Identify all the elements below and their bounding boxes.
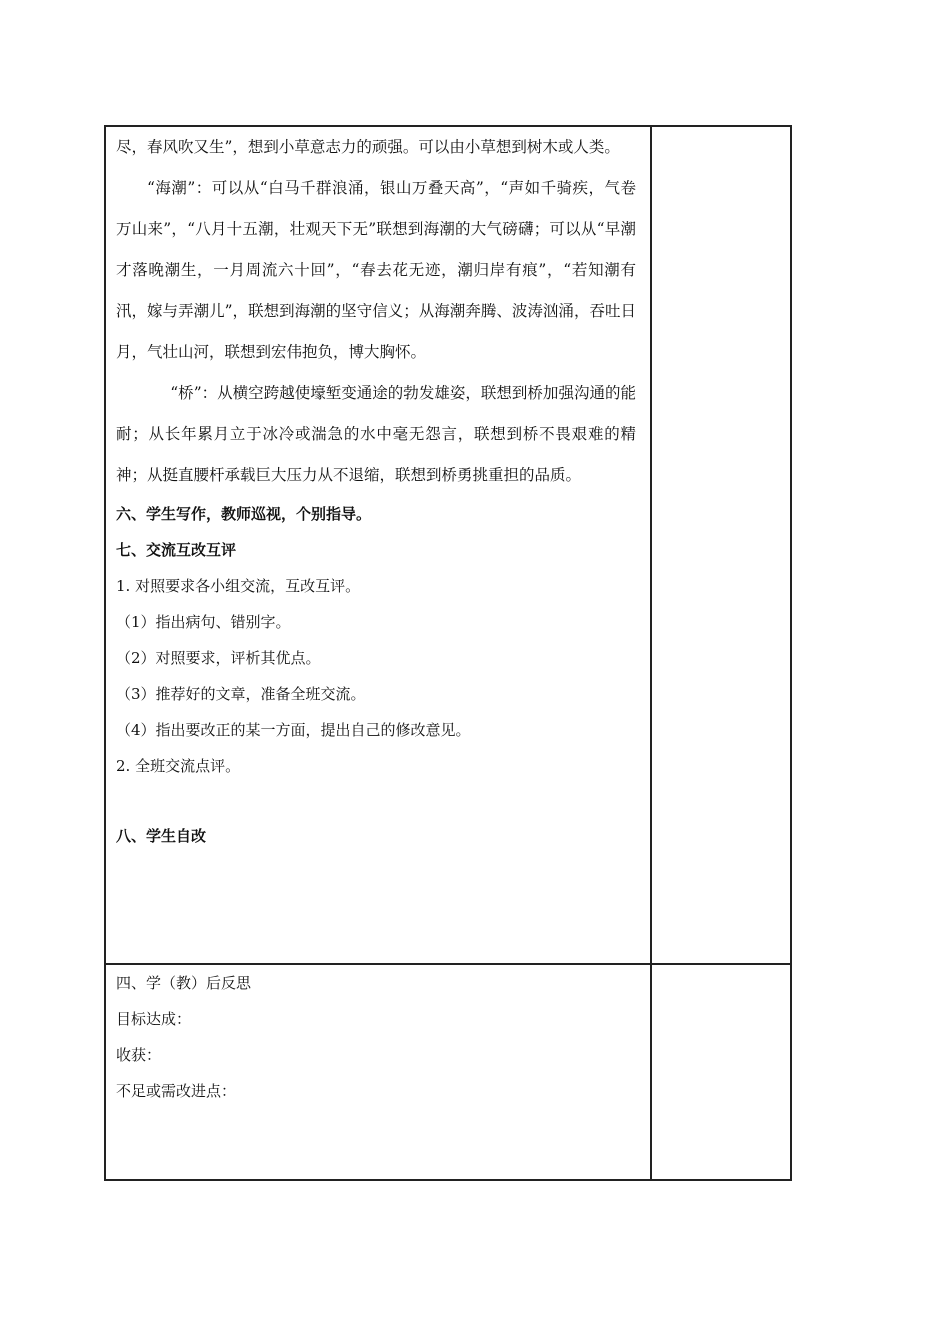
step7-item: （2）对照要求，评析其优点。 xyxy=(116,649,321,667)
lesson-plan-table xyxy=(104,125,792,1181)
reflection-content xyxy=(106,965,650,1109)
table-row xyxy=(105,126,791,964)
step7-item: （4）指出要改正的某一方面，提出自己的修改意见。 xyxy=(116,721,471,739)
improve-label: 不足或需改进点： xyxy=(116,1082,237,1100)
step7-item: 2. 全班交流点评。 xyxy=(116,757,241,775)
step8-heading: 八、学生自改 xyxy=(116,827,207,845)
step6-heading: 六、学生写作，教师巡视，个别指导。 xyxy=(116,505,372,523)
reflection-cell xyxy=(105,964,651,1180)
step7-item: 1. 对照要求各小组交流，互改互评。 xyxy=(116,577,361,595)
table-row xyxy=(105,964,791,1180)
gain-label: 收获： xyxy=(116,1046,162,1064)
step7-item: （3）推荐好的文章，准备全班交流。 xyxy=(116,685,366,703)
reflection-heading: 四、学（教）后反思 xyxy=(116,974,252,992)
side-notes-cell xyxy=(651,126,791,964)
paragraph-grass: 尽，春风吹又生”，想到小草意志力的顽强。可以由小草想到树木或人类。 xyxy=(116,138,620,156)
step7-heading: 七、交流互改互评 xyxy=(116,541,237,559)
main-content xyxy=(106,127,650,854)
side-notes-cell xyxy=(651,964,791,1180)
main-content-cell xyxy=(105,126,651,964)
paragraph-bridge: “桥”：从横空跨越使壕堑变通途的勃发雄姿，联想到桥加强沟通的能耐；从长年累月立于冰冷或湍急的水中毫无怨言，联想到桥不畏艰难的精神；从挺直腰杆承载巨大压力从不退缩，联想到桥勇挑重担的品质。 xyxy=(116,384,636,484)
paragraph-tide: “海潮”：可以从“白马千群浪涌，银山万叠天高”，“声如千骑疾，气卷万山来”，“八月十五潮，壮观天下无”联想到海潮的大气磅礴；可以从“早潮才落晚潮生，一月周流六十回”，“春去花无迹，潮归岸有痕”，“若知潮有汛，嫁与弄潮儿”，联想到海潮的坚守信义；从海潮奔腾、波涛汹涌，吞吐日月，气壮山河，联想到宏伟抱负，博大胸怀。 xyxy=(116,179,636,361)
goal-label: 目标达成： xyxy=(116,1010,192,1028)
step7-item: （1）指出病句、错别字。 xyxy=(116,613,291,631)
spacer xyxy=(116,784,636,818)
